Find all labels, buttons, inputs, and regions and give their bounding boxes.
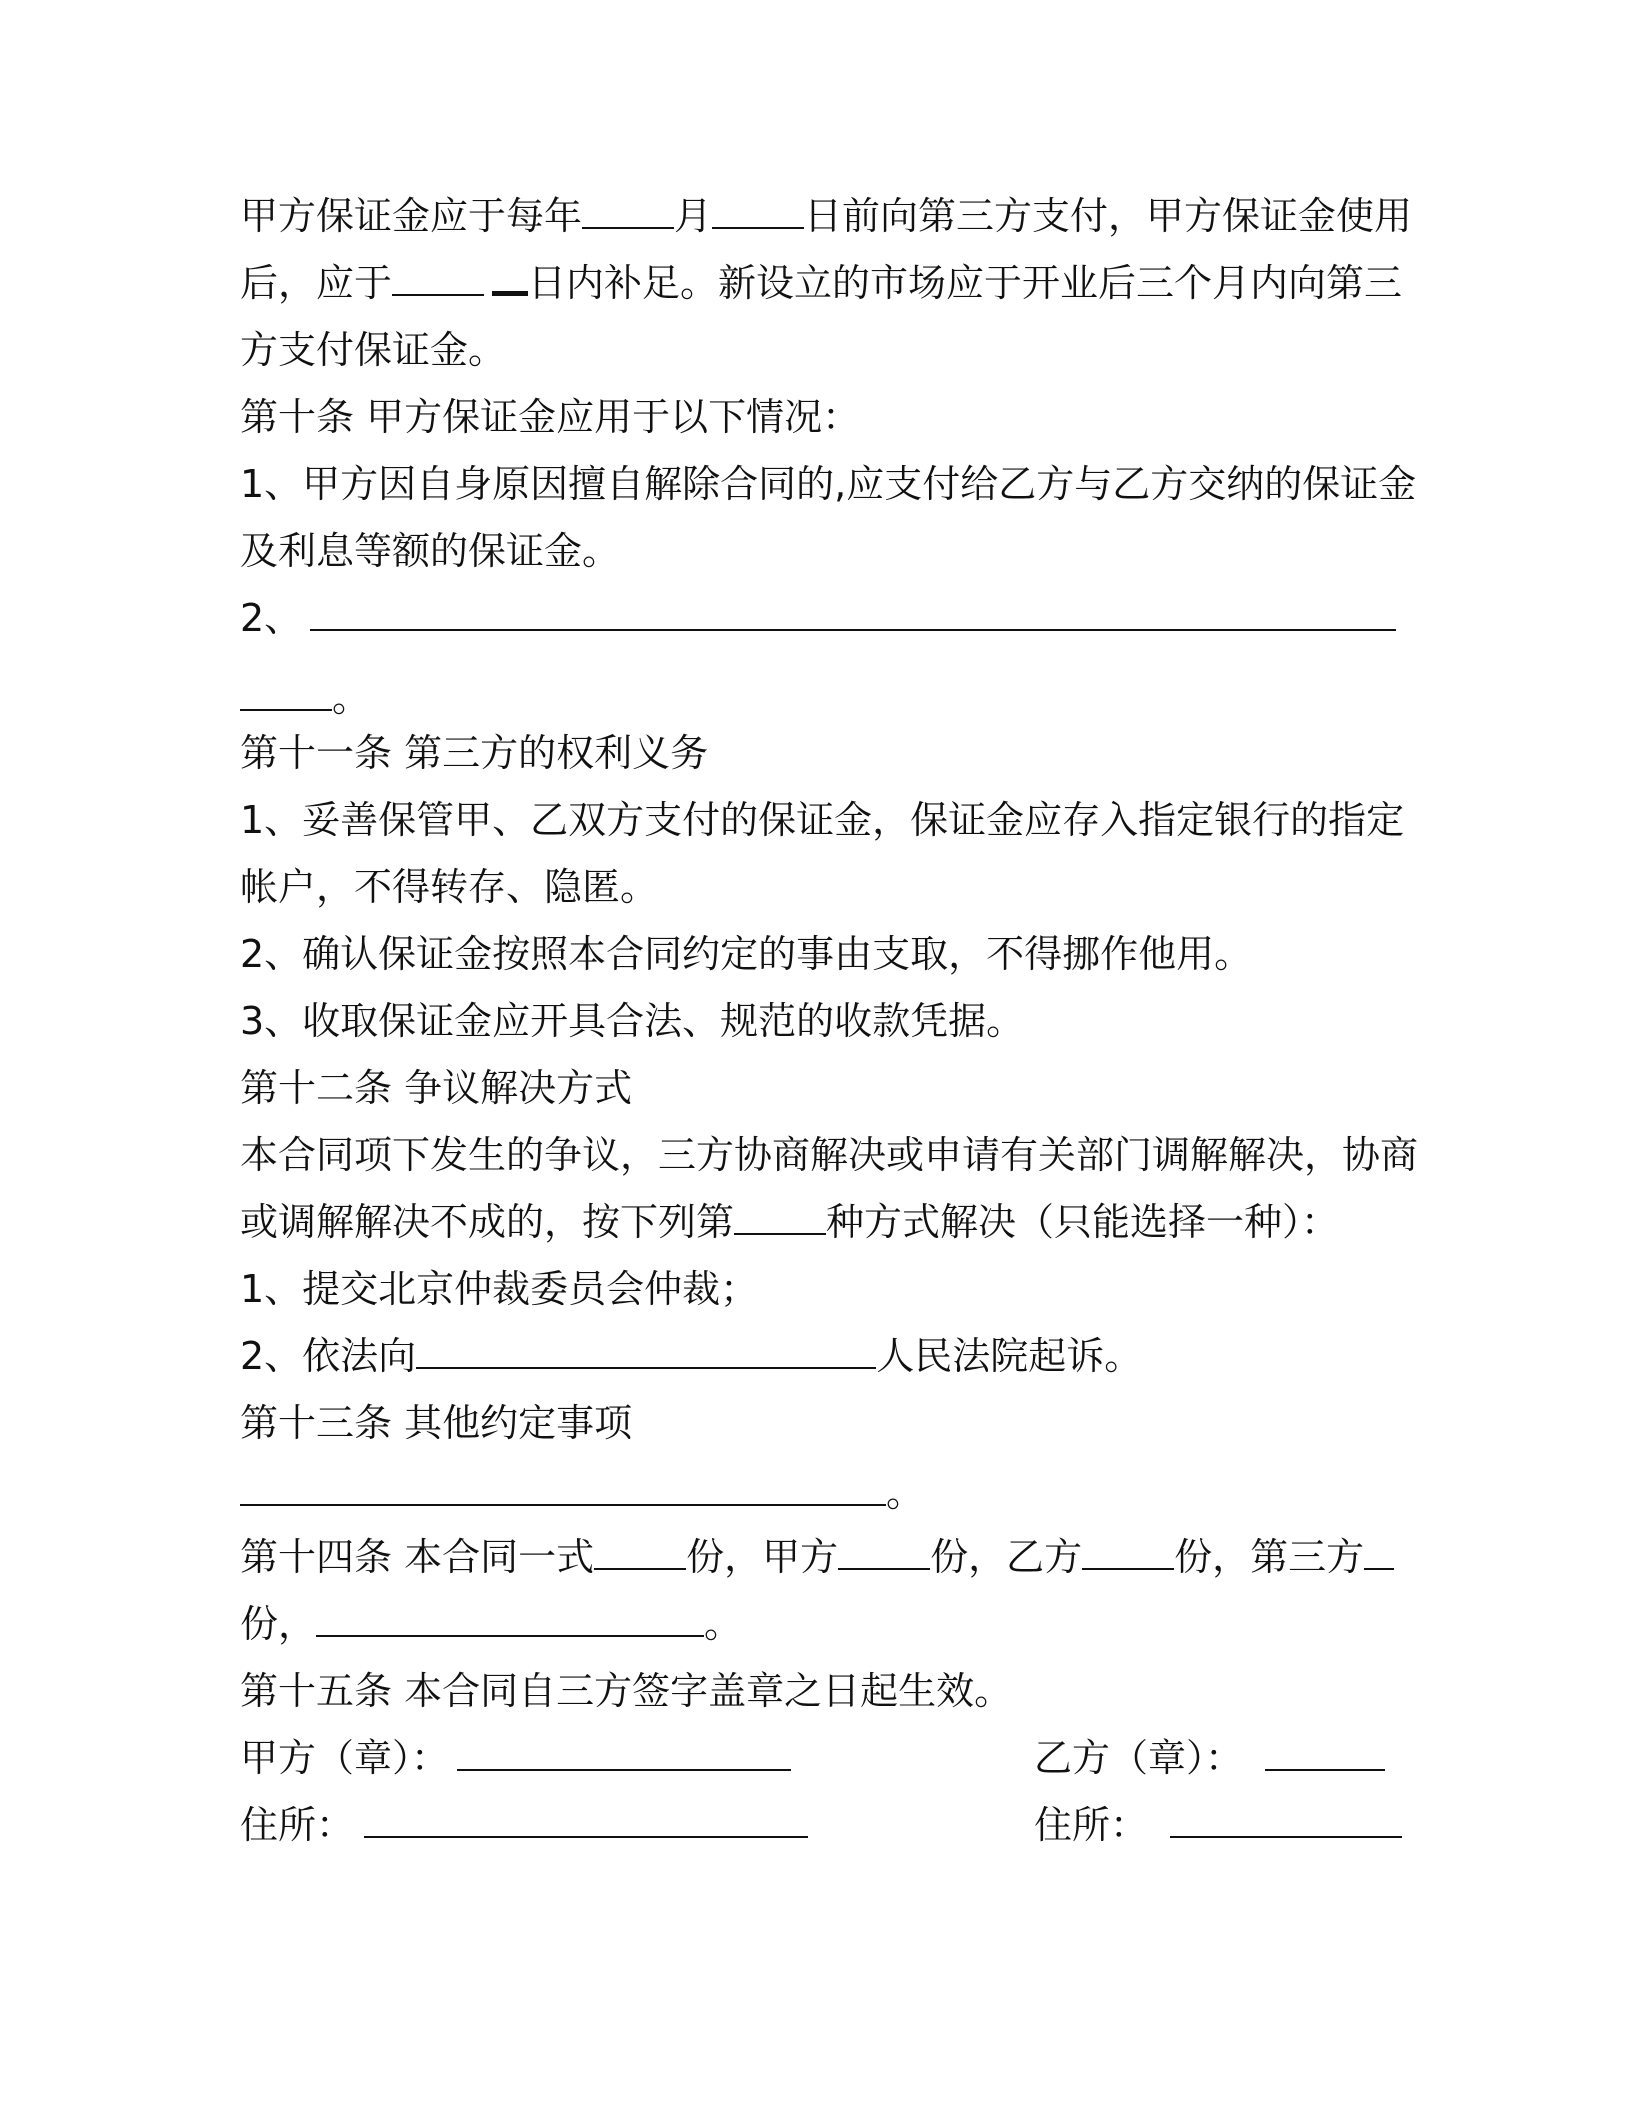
article-11-item-1-line-1 xyxy=(240,787,1404,853)
blank-total-copies-field[interactable] xyxy=(594,1538,686,1570)
party-b-address-line xyxy=(1034,1792,1402,1858)
text: 第十四条 本合同一式 xyxy=(240,1535,595,1579)
article-14-line-2 xyxy=(240,1591,742,1657)
party-b-seal-field[interactable] xyxy=(1265,1739,1385,1771)
article-10-heading xyxy=(240,384,860,450)
party-a-seal-field[interactable] xyxy=(457,1739,791,1771)
blank-article-10-item-2-field[interactable] xyxy=(310,599,1396,631)
text: 月 xyxy=(674,194,713,238)
blank-day-field[interactable] xyxy=(712,197,804,229)
text: 份，甲方 xyxy=(686,1535,839,1579)
para-deposit-line-3 xyxy=(240,317,506,383)
party-a-seal-line xyxy=(240,1725,791,1791)
text: 方支付保证金。 xyxy=(240,328,507,372)
party-a-address-line xyxy=(240,1792,808,1858)
blank-court-name-field[interactable] xyxy=(416,1337,876,1369)
blank-method-number-field[interactable] xyxy=(734,1203,826,1235)
text: 人民法院起诉。 xyxy=(876,1334,1143,1378)
article-11-item-3 xyxy=(240,988,1024,1054)
text: 2、确认保证金按照本合同约定的事由支取，不得挪作他用。 xyxy=(240,932,1253,976)
article-12-item-1 xyxy=(240,1256,758,1322)
blank-days-mark xyxy=(492,261,528,296)
text: 种方式解决（只能选择一种）： xyxy=(826,1200,1340,1244)
text: 或调解解决不成的，按下列第 xyxy=(240,1200,735,1244)
article-13-heading xyxy=(240,1390,632,1456)
text: 及利息等额的保证金。 xyxy=(240,529,621,573)
article-11-heading xyxy=(240,720,708,786)
text: 。 xyxy=(704,1602,743,1646)
blank-other-terms-field[interactable] xyxy=(240,1474,886,1506)
blank-days-field[interactable] xyxy=(392,264,484,296)
blank-party-b-copies-field[interactable] xyxy=(1082,1538,1174,1570)
text: 日前向第三方支付，甲方保证金使用 xyxy=(804,194,1413,238)
text: 第十三条 其他约定事项 xyxy=(240,1401,633,1445)
text: 第十二条 争议解决方式 xyxy=(240,1066,633,1110)
article-10-item-1-line-1 xyxy=(240,451,1416,517)
blank-article-10-item-2-cont-field[interactable] xyxy=(240,679,332,711)
article-12-para-line-1 xyxy=(240,1122,1418,1188)
para-deposit-line-1 xyxy=(240,183,1412,249)
text: 后，应于 xyxy=(240,261,393,305)
text: 2、 xyxy=(240,596,303,640)
text: 第十条 甲方保证金应用于以下情况： xyxy=(240,395,861,439)
text: 甲方（章）： xyxy=(240,1736,450,1780)
party-a-address-field[interactable] xyxy=(364,1806,808,1838)
text: 甲方保证金应于每年 xyxy=(240,194,583,238)
party-b-seal-line xyxy=(1034,1725,1385,1791)
text: 。 xyxy=(886,1471,925,1515)
text: 日内补足。新设立的市场应于开业后三个月内向第三 xyxy=(528,261,1403,305)
text: 。 xyxy=(332,676,371,720)
article-15 xyxy=(240,1658,1012,1724)
blank-party-a-copies-field[interactable] xyxy=(838,1538,930,1570)
party-b-address-field[interactable] xyxy=(1170,1806,1402,1838)
text: 1、提交北京仲裁委员会仲裁； xyxy=(240,1267,759,1311)
article-10-item-2 xyxy=(240,585,1396,651)
para-deposit-line-2 xyxy=(240,250,1402,316)
text: 1、妥善保管甲、乙双方支付的保证金，保证金应存入指定银行的指定 xyxy=(240,798,1405,842)
article-12-heading xyxy=(240,1055,632,1121)
text: 本合同项下发生的争议，三方协商解决或申请有关部门调解解决，协商 xyxy=(240,1133,1419,1177)
text: 帐户，不得转存、隐匿。 xyxy=(240,865,659,909)
article-11-item-1-line-2 xyxy=(240,854,658,920)
text: 住所： xyxy=(240,1803,355,1847)
blank-article-14-extra-field[interactable] xyxy=(316,1605,704,1637)
article-12-item-2 xyxy=(240,1323,1142,1389)
article-10-item-1-line-2 xyxy=(240,518,620,584)
article-11-item-2 xyxy=(240,921,1252,987)
text: 份，第三方 xyxy=(1174,1535,1365,1579)
text: 份，乙方 xyxy=(930,1535,1083,1579)
text: 份， xyxy=(240,1602,317,1646)
text: 乙方（章）： xyxy=(1034,1736,1244,1780)
text: 第十一条 第三方的权利义务 xyxy=(240,731,709,775)
blank-month-field[interactable] xyxy=(582,197,674,229)
text: 住所： xyxy=(1034,1803,1149,1847)
text: 3、收取保证金应开具合法、规范的收款凭据。 xyxy=(240,999,1025,1043)
text: 第十五条 本合同自三方签字盖章之日起生效。 xyxy=(240,1669,1013,1713)
text: 2、依法向 xyxy=(240,1334,417,1378)
article-13-blank-line xyxy=(240,1460,924,1526)
text: 1、甲方因自身原因擅自解除合同的,应支付给乙方与乙方交纳的保证金 xyxy=(240,462,1417,506)
article-14-line-1 xyxy=(240,1524,1394,1590)
blank-third-party-copies-field[interactable] xyxy=(1364,1538,1394,1570)
article-12-para-line-2 xyxy=(240,1189,1339,1255)
